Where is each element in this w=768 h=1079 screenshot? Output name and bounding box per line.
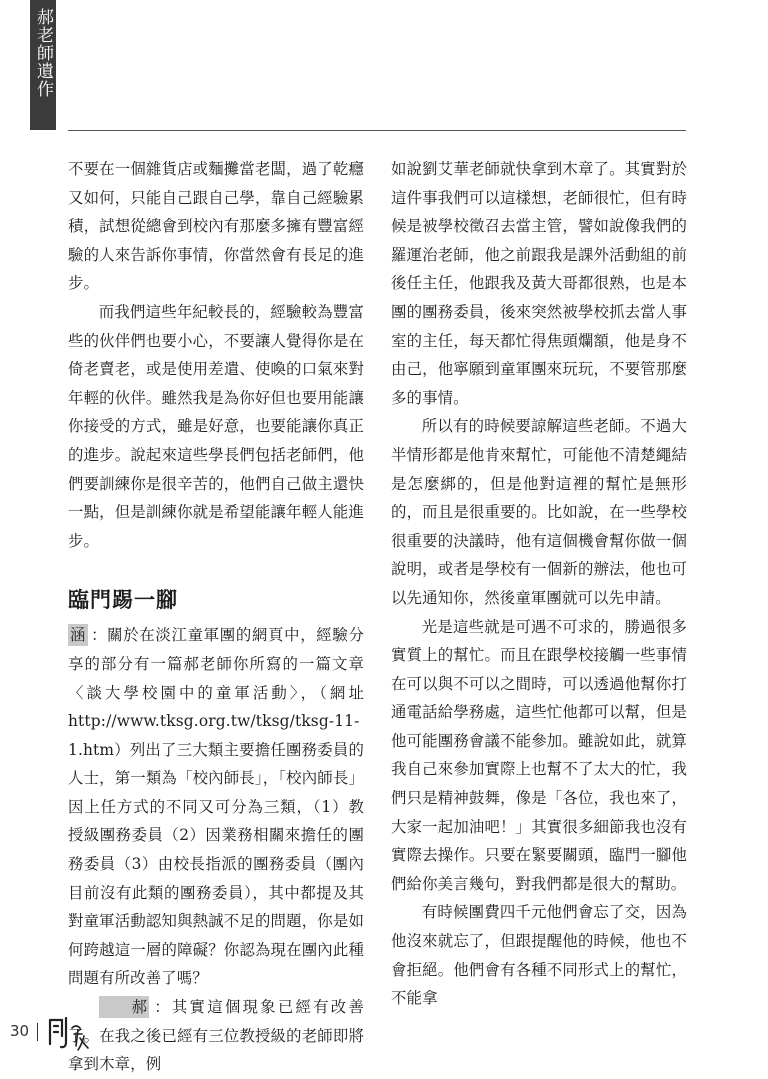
calligraphy-logo <box>44 1014 90 1054</box>
header-rule <box>68 130 686 131</box>
right-paragraph-2: 所以有的時候要諒解這些老師。不過大半情形都是他肯來幫忙，可能他不清楚繩結是怎麼綁的，但是他對這裡的幫忙是無形的，而且是很重要的。比如說，在一些學校很重要的決議時，他有這個機會幫你做一個說明，或者是學校有一個新的辦法，他也可以先通知你，然後童軍團就可以先申請。 <box>391 417 687 607</box>
page-number: 30 <box>10 1022 30 1040</box>
right-paragraph-1: 如說劉艾華老師就快拿到木章了。其實對於這件事我們可以這樣想，老師很忙，但有時候是被學校徵召去當主管，譬如說像我們的羅運治老師，他之前跟我是課外活動組的前後任主任，他跟我及黃大哥都很熟，也是本團的團務委員，後來突然被學校抓去當人事室的主任，每天都忙得焦頭爛額，他是身不由己，他寧願到童軍團來玩玩，不要管那麼多的事情。 <box>391 160 687 407</box>
footer-divider <box>37 1023 38 1041</box>
section-side-tab <box>30 0 56 130</box>
right-column <box>391 155 687 1013</box>
section-heading: 臨門踢一腳 <box>68 588 178 613</box>
left-paragraph-1: 不要在一個雜貨店或麵攤當老闆，過了乾癮又如何，只能自己跟自己學，靠自己經驗累積，試想從總會到校內有那麼多擁有豐富經驗的人來告訴你事情，你當然會有長足的進步。 <box>68 160 364 293</box>
right-paragraph-3: 光是這些就是可遇不可求的，勝過很多實質上的幫忙。而且在跟學校接觸一些事情在可以與不可以之間時，可以透過他幫你打通電話給學務處，這些忙他都可以幫，但是他可能團務會議不能參加。雖說如此，就算我自己來參加實際上也幫不了太大的忙，我們只是精神鼓舞，像是「各位，我也來了，大家一起加油吧！」其實很多細節我也沒有實際去操作。只要在緊要關頭，臨門一腳他們給你美言幾句，對我們都是很大的幫助。 <box>391 617 687 893</box>
question-text: ：關於在淡江童軍團的網頁中，經驗分享的部分有一篇郝老師你所寫的一篇文章〈談大學校園中的童軍活動〉，（網址http://www.tksg.org.tw/tksg/tksg-11-1.htm）列出了三大類主要擔任團務委員的人士，第一類為「校內師長」，「校內師長」因上任方式的不同又可分為三類，（1）教授級團務委員（2）因業務相關來擔任的團務委員（3）由校長指派的團務委員（團內目前沒有此類的團務委員），其中都提及其對童軍活動認知與熱誠不足的問題，你是如何跨越這一層的障礙？你認為現在團內此種問題有所改善了嗎？ <box>68 626 364 988</box>
question-paragraph <box>68 621 364 993</box>
section-side-tab-label: 郝老師遺作 <box>33 8 53 98</box>
answer-text: ：其實這個現象已經有改善了。在我之後已經有三位教授級的老師即將拿到木章，例 <box>68 998 364 1074</box>
left-column <box>68 155 364 1079</box>
right-paragraph-4: 有時候團費四千元他們會忘了交，因為他沒來就忘了，但跟提醒他的時候，他也不會拒絕。他們會有各種不同形式上的幫忙，不能拿 <box>391 903 687 1008</box>
answer-speaker-mark: 郝 <box>99 996 149 1018</box>
question-speaker-mark: 涵 <box>70 626 86 645</box>
left-paragraph-2: 而我們這些年紀較長的，經驗較為豐富些的伙伴們也要小心，不要讓人覺得你是在倚老賣老，或是使用差遣、使喚的口氣來對年輕的伙伴。雖然我是為你好但也要用能讓你接受的方式，雖是好意，也要能讓你真正的進步。說起來這些學長們包括老師們，他們要訓練你是很辛苦的，他們自己做主還快一點，但是訓練你就是希望能讓年輕人能進步。 <box>68 302 364 550</box>
answer-paragraph <box>68 993 364 1079</box>
